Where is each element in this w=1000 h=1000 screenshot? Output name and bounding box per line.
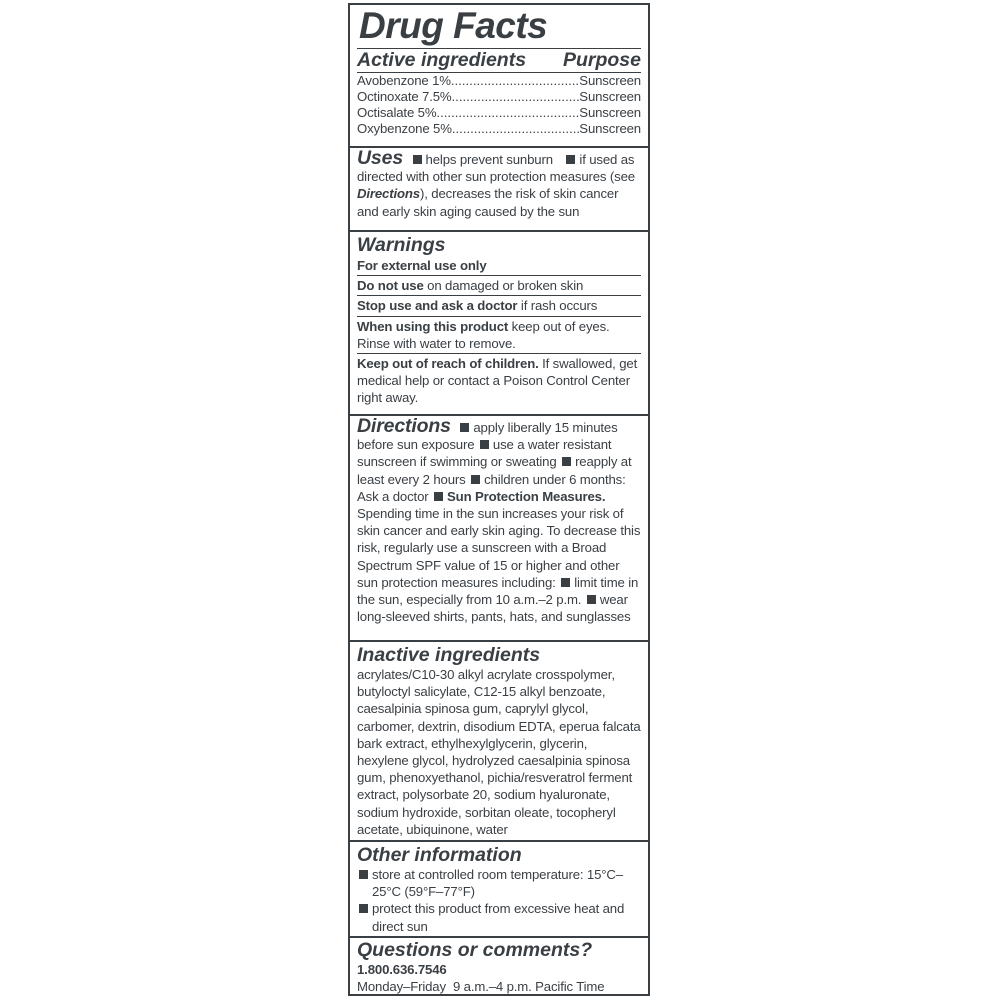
warning-row [357, 275, 641, 295]
bullet-square-icon [460, 423, 469, 432]
directions-heading: Directions [357, 415, 451, 437]
ingredient-purpose: Sunscreen [579, 88, 641, 104]
sun-protection-text: Spending time in the sun increases your risk of skin cancer and early skin aging. To decrease this risk, regularly use a sunscreen with a Broad Spectrum SPF value of 15 or higher and other sun protection measures including: [357, 506, 641, 590]
warning-row [357, 295, 641, 315]
ingredient-purpose: Sunscreen [579, 73, 641, 88]
warning-row [357, 316, 641, 353]
bullet-square-icon [359, 904, 368, 913]
warnings-section [350, 230, 648, 414]
questions-section [350, 936, 648, 996]
warning-label: When using this product [357, 318, 509, 334]
uses-text [357, 147, 641, 220]
leader-dots [436, 105, 579, 121]
bullet-square-icon [562, 457, 571, 466]
ingredient-name: Octinoxate 7.5% [357, 88, 452, 104]
active-ingredients-section [350, 5, 648, 146]
warning-text: keep out of eyes. Rinse with water to remove. [357, 318, 610, 351]
ingredient-name: Octisalate 5% [357, 104, 437, 120]
purpose-heading: Purpose [562, 49, 641, 71]
ingredient-row [357, 89, 641, 105]
warning-text: If swallowed, get medical help or contact a Poison Control Center right away. [357, 356, 638, 406]
ingredient-name: Avobenzone 1% [357, 73, 451, 88]
directions-section [350, 414, 648, 640]
warning-row [357, 256, 641, 275]
drug-facts-panel [348, 3, 650, 996]
other-info-item [357, 900, 641, 934]
uses-item-continued: ), decreases the risk of skin cancer and early skin aging caused by the sun [357, 186, 619, 219]
uses-item: helps prevent sunburn [425, 152, 553, 167]
other-info-item [357, 866, 641, 900]
bullet-square-icon [359, 870, 368, 879]
bullet-square-icon [480, 440, 489, 449]
other-info-text: protect this product from excessive heat and direct sun [372, 901, 625, 934]
inactive-ingredients-heading: Inactive ingredients [357, 644, 541, 666]
warning-label: Keep out of reach of children. [357, 356, 539, 372]
bullet-square-icon [587, 595, 596, 604]
direction-item: children under 6 months: Ask a doctor [357, 471, 626, 504]
warning-row [357, 353, 641, 408]
directions-text [357, 415, 641, 625]
direction-item: reapply at least every 2 hours [357, 454, 632, 487]
leader-dots [451, 73, 579, 89]
bullet-square-icon [434, 492, 443, 501]
inactive-ingredients-text: acrylates/C10-30 alkyl acrylate crosspolymer, butyloctyl salicylate, C12-15 alkyl benzoate, caesalpinia spinosa gum, caprylyl glycol, carbomer, dextrin, disodium EDTA, eperua falcata bark extract, ethylhexylglycerin, glycerin, hexylene glycol, hydrolyzed caesalpinia spinosa gum, phenoxyethanol, pichia/resveratrol ferment extract, polysorbate 20, sodium hyaluronate, sodium hydroxide, sorbitan oleate, tocopheryl acetate, ubiquinone, water [357, 667, 641, 837]
sun-protection-label: Sun Protection Measures. [447, 488, 606, 504]
questions-heading: Questions or comments? [357, 939, 593, 961]
warnings-heading: Warnings [357, 234, 446, 256]
leader-dots [452, 89, 580, 105]
directions-reference: Directions [357, 186, 420, 202]
uses-section [350, 146, 648, 230]
bullet-square-icon [471, 475, 480, 484]
ingredient-row [357, 73, 641, 89]
warning-text: on damaged or broken skin [423, 278, 584, 294]
direction-item: use a water resistant sunscreen if swimming or sweating [357, 437, 612, 470]
bullet-square-icon [413, 155, 422, 164]
hours-text: Monday–Friday 9 a.m.–4 p.m. Pacific Time [357, 979, 605, 995]
ingredient-purpose: Sunscreen [579, 120, 641, 136]
sun-protection-item: limit time in the sun, especially from 10 a.m.–2 p.m. [357, 574, 639, 608]
warning-label: Stop use and ask a doctor [357, 298, 518, 314]
phone-number: 1.800.636.7546 [357, 962, 447, 977]
other-information-section [350, 840, 648, 936]
ingredient-name: Oxybenzone 5% [357, 120, 452, 136]
uses-item: if used as directed with other sun protection measures (see [357, 152, 635, 185]
sun-protection-item: wear long-sleeved shirts, pants, hats, and sunglasses [357, 592, 631, 625]
leader-dots [452, 121, 579, 137]
ingredient-row [357, 105, 641, 121]
external-use-text: For external use only [357, 258, 487, 273]
other-info-text: store at controlled room temperature: 15°C–25°C (59°F–77°F) [372, 867, 623, 900]
warning-label: Do not use [357, 278, 424, 294]
bullet-square-icon [566, 155, 575, 164]
other-information-heading: Other information [357, 844, 522, 866]
ingredient-purpose: Sunscreen [579, 104, 641, 120]
direction-item: apply liberally 15 minutes before sun exposure [357, 420, 618, 453]
active-ingredients-heading: Active ingredients [357, 49, 527, 71]
warning-text: if rash occurs [517, 298, 598, 314]
active-heading-row [357, 49, 641, 71]
bullet-square-icon [561, 578, 570, 587]
ingredient-row [357, 121, 641, 137]
inactive-ingredients-section [350, 640, 648, 840]
drug-facts-title: Drug Facts [359, 5, 548, 46]
uses-heading: Uses [357, 147, 404, 169]
